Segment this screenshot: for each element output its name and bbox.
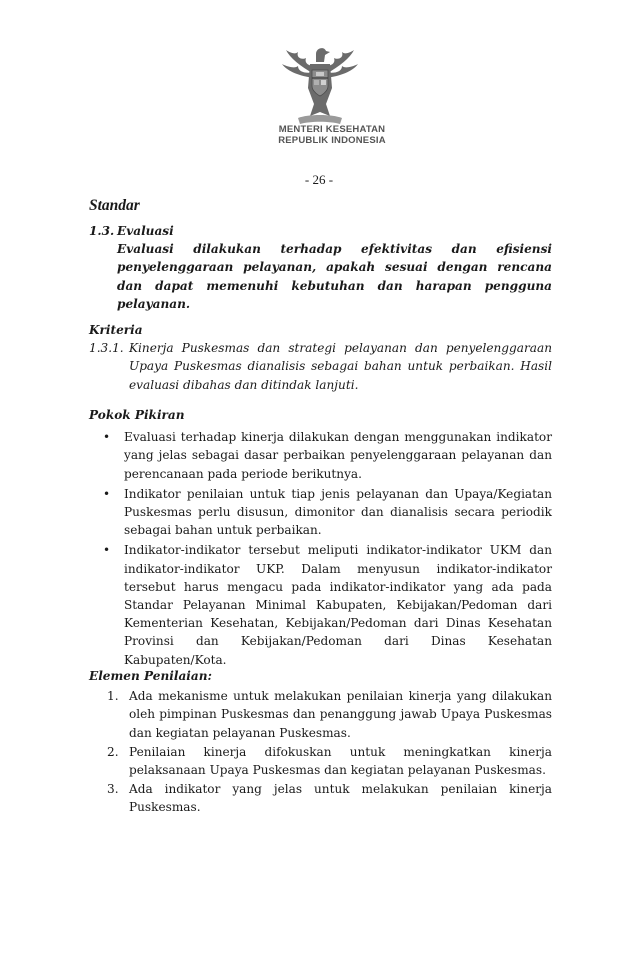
pokok-pikiran-title: Pokok Pikiran	[89, 408, 185, 422]
standar-heading: Evaluasi	[117, 224, 174, 238]
standar-text: Evaluasi dilakukan terhadap efektivitas dan efisiensi penyelenggaraan pelayanan, apakah sesuai dengan rencana dan dapat memenuhi kebutuhan dan harapan pengguna pelayanan.	[117, 242, 552, 311]
list-item-text: Indikator penilaian untuk tiap jenis pelayanan dan Upaya/Kegiatan Puskesmas perlu disusun, dimonitor dan dianalisis secara periodik sebagai bahan untuk perbaikan.	[124, 486, 552, 538]
elemen-penilaian-list	[89, 687, 552, 816]
pokok-pikiran-list	[89, 428, 552, 669]
bullet-icon: •	[103, 486, 111, 501]
kriteria-number: 1.3.1.	[89, 341, 124, 356]
list-item-text: Indikator-indikator tersebut meliputi indikator-indikator UKM dan indikator-indikator UKP. Dalam menyusun indikator-indikator tersebut harus mengacu pada indikator-indikator yang ada pada Standar Pelayanan Minimal Kabupaten, Kebijakan/Pedoman dari Kementerian Kesehatan, Kebijakan/Pedoman dari Dinas Kesehatan Provinsi dan Kebijakan/Pedoman dari Dinas Kesehatan Kabupaten/Kota.	[124, 543, 552, 667]
kriteria-title: Kriteria	[89, 323, 143, 337]
ministry-label	[262, 124, 402, 146]
list-item	[89, 428, 552, 483]
elemen-penilaian-section	[89, 667, 552, 818]
list-item	[89, 541, 552, 668]
list-item	[89, 743, 552, 779]
item-number: 2.	[107, 744, 119, 759]
standar-section	[89, 222, 552, 313]
page-number: - 26 -	[304, 172, 334, 187]
elemen-penilaian-title: Elemen Penilaian:	[89, 669, 212, 683]
item-number: 1.	[107, 689, 119, 704]
standar-title: Standar	[89, 197, 140, 214]
list-item	[89, 485, 552, 540]
list-item	[89, 687, 552, 742]
list-item-text: Penilaian kinerja difokuskan untuk meningkatkan kinerja pelaksanaan Upaya Puskesmas dan kegiatan pelayanan Puskesmas.	[129, 744, 552, 778]
list-item-text: Ada mekanisme untuk melakukan penilaian kinerja yang dilakukan oleh pimpinan Puskesmas dan penanggung jawab Upaya Puskesmas dan kegiatan pelayanan Puskesmas.	[129, 689, 552, 740]
ministry-line-2: REPUBLIK INDONESIA	[278, 135, 386, 146]
bullet-icon: •	[103, 430, 111, 445]
kriteria-text: Kinerja Puskesmas dan strategi pelayanan dan penyelenggaraan Upaya Puskesmas dianalisis sebagai bahan untuk perbaikan. Hasil evaluasi dibahas dan ditindak lanjuti.	[129, 341, 552, 392]
bullet-icon: •	[103, 543, 111, 558]
pokok-pikiran-section	[89, 406, 552, 671]
kriteria-section	[89, 321, 552, 394]
list-item	[89, 780, 552, 816]
list-item-text: Ada indikator yang jelas untuk melakukan penilaian kinerja Puskesmas.	[129, 782, 552, 815]
item-number: 3.	[107, 782, 119, 797]
list-item-text: Evaluasi terhadap kinerja dilakukan dengan menggunakan indikator yang jelas sebagai dasar perbaikan penyelenggaraan pelayanan dan perencanaan pada periode berikutnya.	[124, 430, 552, 481]
ministry-line-1: MENTERI KESEHATAN	[278, 124, 386, 135]
standar-number: 1.3.	[89, 224, 115, 238]
garuda-pancasila-icon	[270, 44, 370, 128]
